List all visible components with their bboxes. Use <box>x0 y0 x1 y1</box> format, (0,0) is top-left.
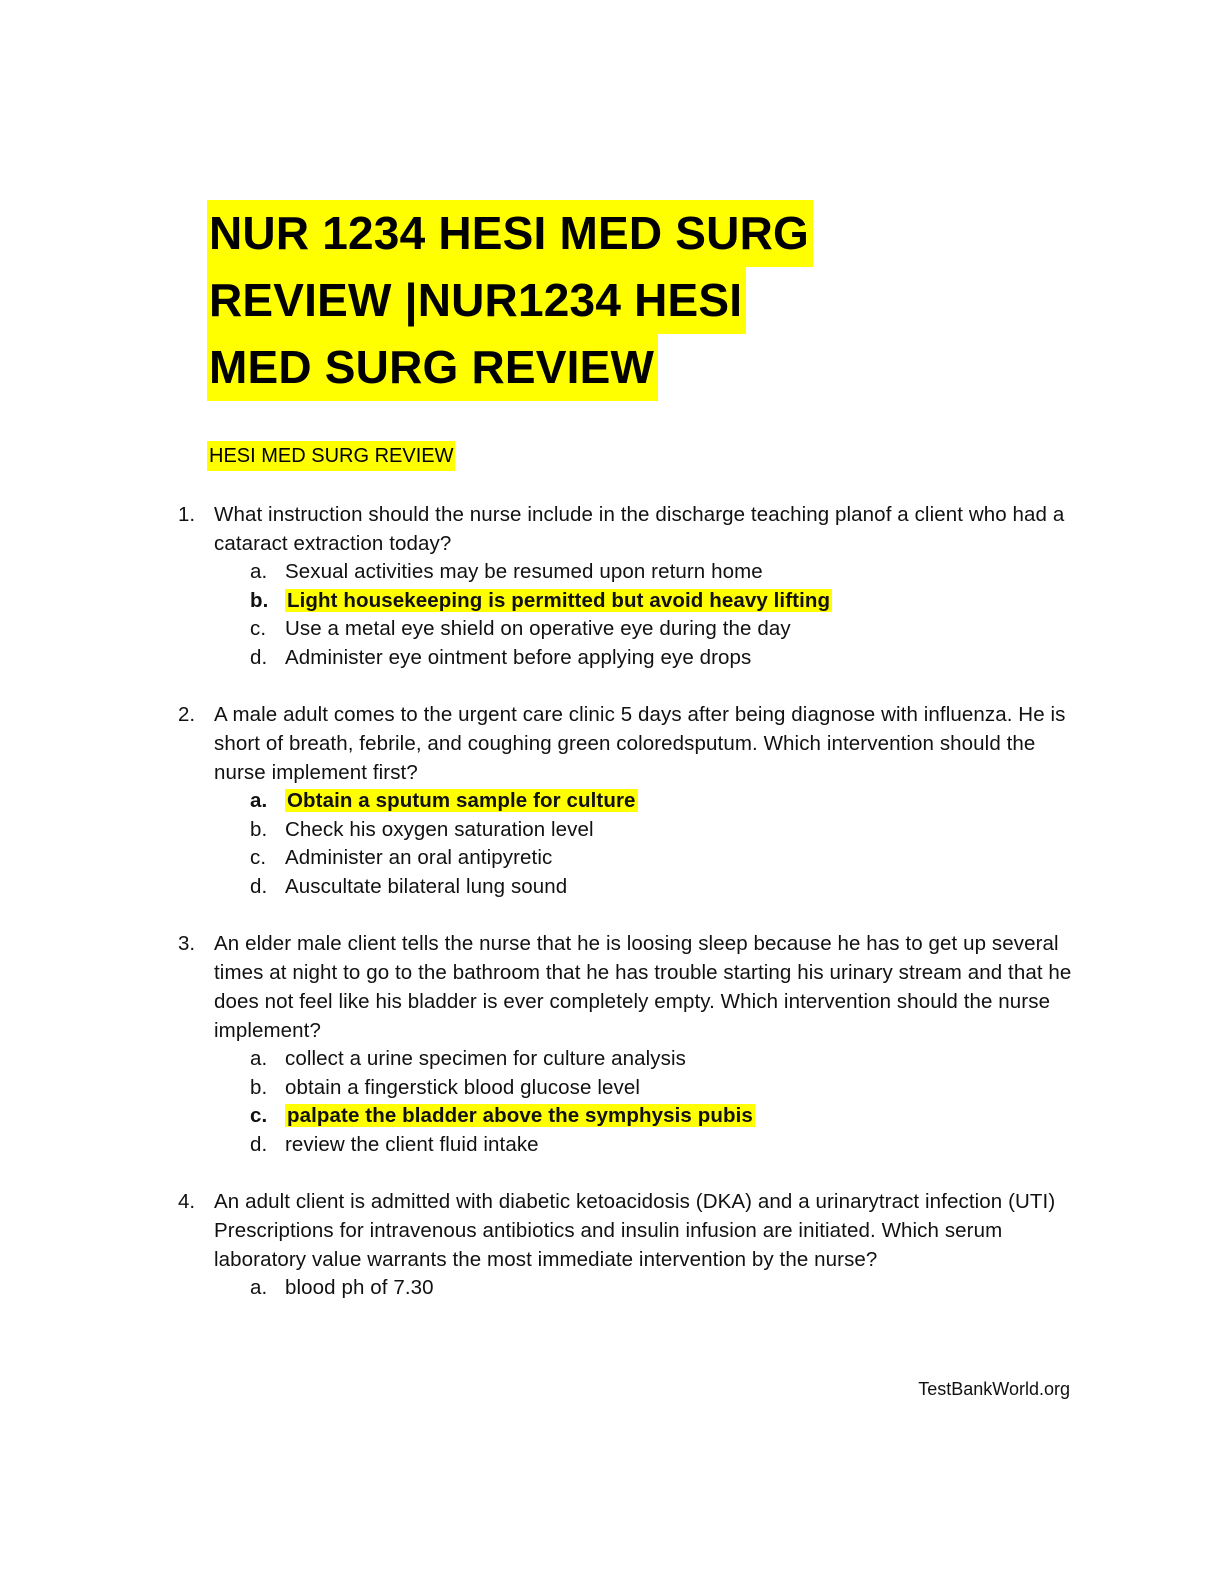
option-letter: d. <box>250 645 268 669</box>
option-item <box>250 1131 1078 1160</box>
option-text: Auscultate bilateral lung sound <box>285 874 568 898</box>
title-line: REVIEW |NUR1234 HESI <box>207 267 746 334</box>
question-number: 1. <box>178 503 196 526</box>
question-text: An adult client is admitted with diabetic ketoacidosis (DKA) and a urinarytract infection (UTI) Prescriptions for intravenous antibiotics and insulin infusion are initiated. Which serum laboratory value warrants the most immediate intervention by the nurse? <box>214 1190 1056 1271</box>
option-letter: d. <box>250 874 268 898</box>
question-number: 4. <box>178 1190 196 1213</box>
option-item-correct <box>250 1102 1078 1131</box>
option-list <box>178 558 1078 672</box>
title-line: MED SURG REVIEW <box>207 334 658 401</box>
question-number: 2. <box>178 703 196 726</box>
option-item <box>250 1045 1078 1074</box>
option-item <box>250 816 1078 845</box>
option-item-correct <box>250 587 1078 616</box>
option-text: Administer eye ointment before applying eye drops <box>285 645 752 669</box>
option-list <box>178 1274 1078 1303</box>
option-text: blood ph of 7.30 <box>285 1276 434 1299</box>
option-text-highlighted: palpate the bladder above the symphysis pubis <box>287 1104 753 1127</box>
option-item <box>250 844 1078 873</box>
question-list <box>178 500 1078 1331</box>
question-text: What instruction should the nurse include in the discharge teaching planof a client who had a cataract extraction today? <box>214 503 1065 555</box>
question-item <box>178 500 1078 672</box>
option-text: obtain a fingerstick blood glucose level <box>285 1075 640 1099</box>
question-text: An elder male client tells the nurse that he is loosing sleep because he has to get up several times at night to go to the bathroom that he has trouble starting his urinary stream and that he does not feel like his bladder is ever completely empty. Which intervention should the nurse implement? <box>214 932 1072 1042</box>
option-letter: c. <box>250 617 267 640</box>
document-title <box>207 200 967 401</box>
option-item <box>250 1074 1078 1103</box>
footer-site-name: TestBankWorld.org <box>918 1379 1070 1399</box>
option-text: Check his oxygen saturation level <box>285 817 594 841</box>
option-text: Sexual activities may be resumed upon return home <box>285 560 763 583</box>
option-letter: a. <box>250 560 268 583</box>
question-text: A male adult comes to the urgent care clinic 5 days after being diagnose with influenza. He is short of breath, febrile, and coughing green coloredsputum. Which intervention should the nurse implement first? <box>214 703 1066 784</box>
question-item <box>178 1187 1078 1303</box>
option-letter: a. <box>250 1047 268 1070</box>
option-letter: a. <box>250 1276 268 1299</box>
title-line: NUR 1234 HESI MED SURG <box>207 200 813 267</box>
option-item <box>250 615 1078 644</box>
option-item-correct <box>250 787 1078 816</box>
option-item <box>250 558 1078 587</box>
option-list <box>178 787 1078 901</box>
question-item <box>178 700 1078 901</box>
option-item <box>250 644 1078 673</box>
option-text: collect a urine specimen for culture analysis <box>285 1047 687 1070</box>
option-letter: b. <box>250 588 269 612</box>
question-item <box>178 929 1078 1159</box>
option-text: Administer an oral antipyretic <box>285 846 553 869</box>
option-text-highlighted: Obtain a sputum sample for culture <box>287 789 636 812</box>
option-text: Use a metal eye shield on operative eye during the day <box>285 617 791 640</box>
option-text: review the client fluid intake <box>285 1132 539 1156</box>
option-letter: a. <box>250 789 268 812</box>
option-letter: c. <box>250 846 267 869</box>
option-letter: b. <box>250 1075 268 1099</box>
option-letter: b. <box>250 817 268 841</box>
option-item <box>250 1274 1078 1303</box>
option-letter: d. <box>250 1132 268 1156</box>
section-subtitle: HESI MED SURG REVIEW <box>207 441 455 471</box>
option-text-highlighted: Light housekeeping is permitted but avoid heavy lifting <box>287 588 831 612</box>
option-item <box>250 873 1078 902</box>
option-letter: c. <box>250 1104 268 1127</box>
option-list <box>178 1045 1078 1159</box>
question-number: 3. <box>178 932 196 955</box>
